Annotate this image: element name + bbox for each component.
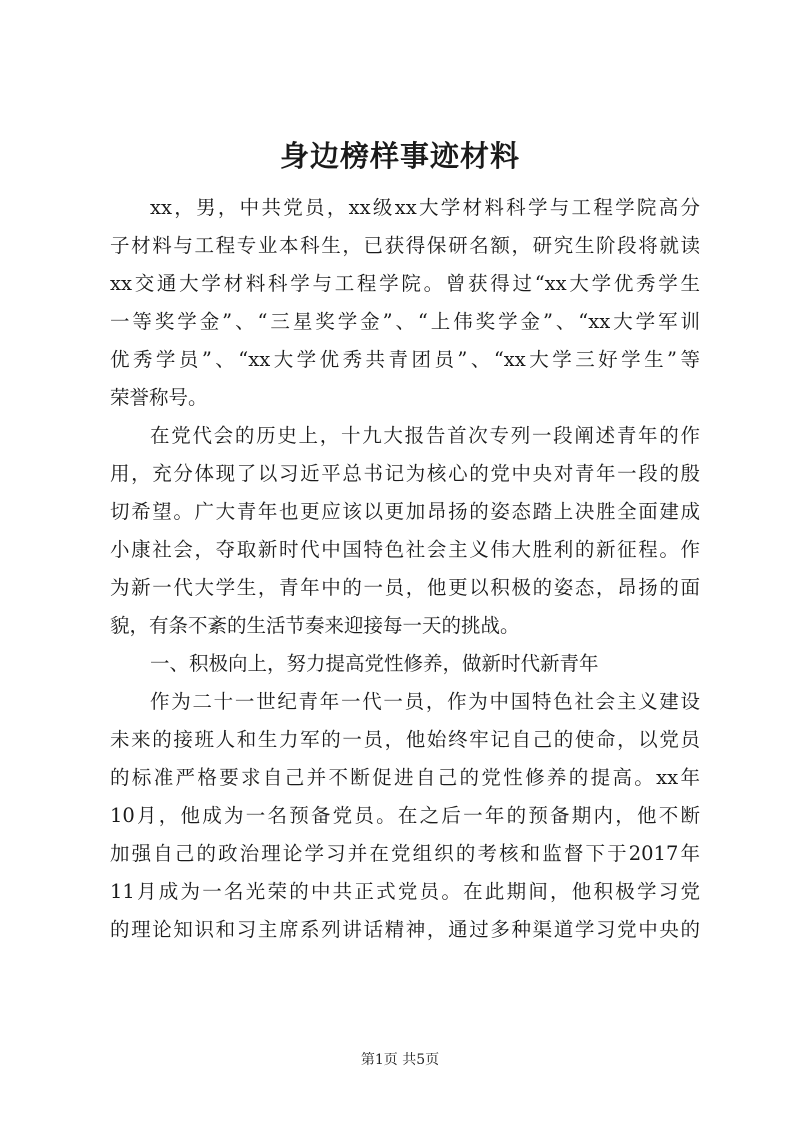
text-line: 切希望。广大青年也更应该以更加昂扬的姿态踏上决胜全面建成 [110, 500, 700, 523]
text-line: 为新一代大学生，青年中的一员，他更以积极的姿态，昂扬的面 [110, 576, 700, 599]
text-line: 作为二十一世纪青年一代一员，作为中国特色社会主义建设 [150, 690, 700, 713]
text-line: 小康社会，夺取新时代中国特色社会主义伟大胜利的新征程。作 [110, 538, 700, 561]
text-line: 未来的接班人和生力军的一员，他始终牢记自己的使命，以党员 [110, 728, 700, 751]
text-line: 一、积极向上，努力提高党性修养，做新时代新青年 [150, 652, 599, 675]
text-line: 用，充分体现了以习近平总书记为核心的党中央对青年一段的殷 [110, 462, 700, 485]
text-line: 子材料与工程专业本科生，已获得保研名额，研究生阶段将就读 [110, 234, 700, 257]
page-footer: 第1页 共5页 [360, 1052, 440, 1068]
text-line: 11月成为一名光荣的中共正式党员。在此期间，他积极学习党 [110, 880, 700, 903]
text-line: 荣誉称号。 [110, 386, 208, 409]
text-line: 的标准严格要求自己并不断促进自己的党性修养的提高。xx年 [110, 766, 700, 789]
text-line: 10月，他成为一名预备党员。在之后一年的预备期内，他不断 [110, 804, 700, 827]
text-line: 的理论知识和习主席系列讲话精神，通过多种渠道学习党中央的 [110, 918, 700, 941]
document-body [110, 189, 700, 949]
text-line: xx交通大学材料科学与工程学院。曾获得过“xx大学优秀学生 [110, 272, 700, 295]
document-title: 身边榜样事迹材料 [279, 139, 520, 173]
text-line: 优秀学员”、“xx大学优秀共青团员”、“xx大学三好学生”等 [110, 348, 700, 371]
text-line: 一等奖学金”、“三星奖学金”、“上伟奖学金”、“xx大学军训 [110, 310, 700, 333]
text-line: 在党代会的历史上，十九大报告首次专列一段阐述青年的作 [150, 424, 700, 447]
text-line: xx，男，中共党员，xx级xx大学材料科学与工程学院高分 [150, 196, 700, 219]
text-line: 貌，有条不紊的生活节奏来迎接每一天的挑战。 [110, 614, 520, 637]
text-line: 加强自己的政治理论学习并在党组织的考核和监督下于2017年 [110, 842, 700, 865]
